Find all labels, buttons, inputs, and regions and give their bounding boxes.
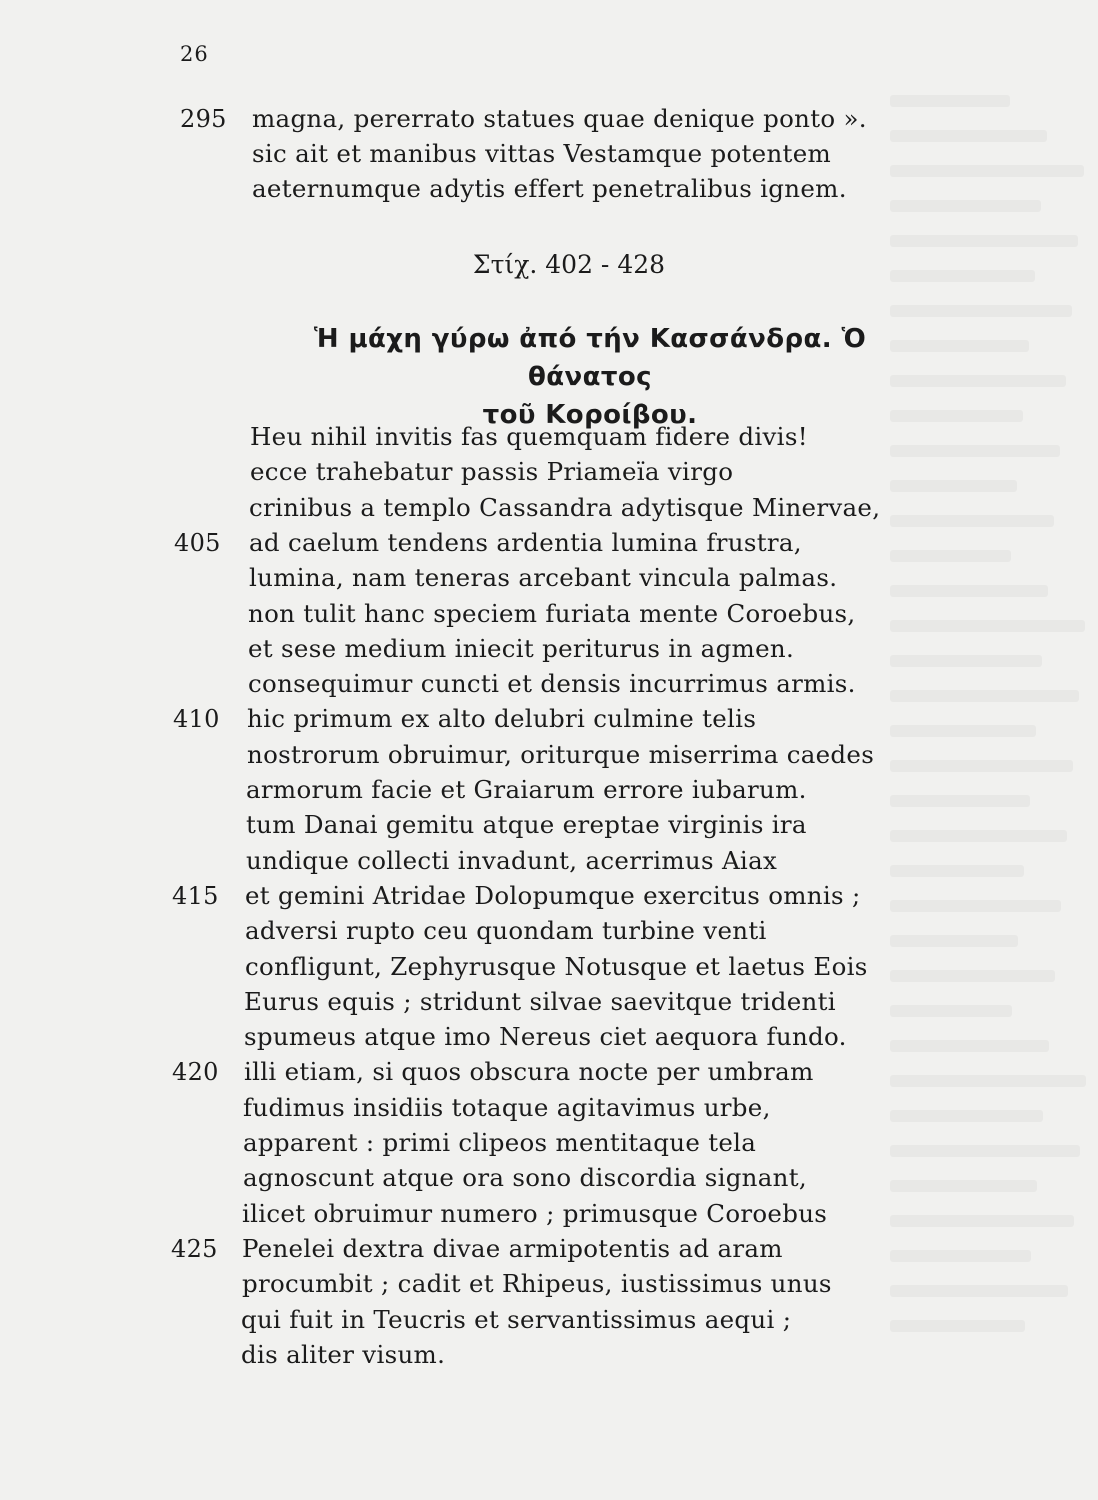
bleed-through-shadow <box>890 0 1098 1500</box>
bleed-through-line <box>890 865 1024 877</box>
bleed-through-line <box>890 1075 1086 1087</box>
bleed-through-line <box>890 1215 1074 1227</box>
bleed-through-line <box>890 760 1073 772</box>
verse-text: adversi rupto ceu quondam turbine venti <box>245 916 767 946</box>
verse-text: sic ait et manibus vittas Vestamque potentem <box>252 139 832 168</box>
bleed-through-line <box>890 935 1018 947</box>
bleed-through-line <box>890 795 1030 807</box>
verse-text: consequimur cuncti et densis incurrimus armis. <box>248 669 856 699</box>
bleed-through-line <box>890 165 1084 177</box>
verse-text: et sese medium iniecit periturus in agmen. <box>248 633 795 663</box>
section-heading-line-1: Ἡ μάχη γύρω ἀπό τήν Κασσάνδρα. Ὁ θάνατος <box>313 324 867 392</box>
verse-text: Heu nihil invitis fas quemquam fidere divis! <box>250 422 808 451</box>
verse-text: armorum facie et Graiarum errore iubarum. <box>246 775 807 804</box>
bleed-through-line <box>890 970 1055 982</box>
verse-number: 425 <box>171 1234 218 1263</box>
section-heading <box>250 320 930 434</box>
section-line-range: Στίχ. 402 - 428 <box>472 250 666 279</box>
verse-text: Eurus equis ; stridunt silvae saevitque tridenti <box>244 986 836 1016</box>
bleed-through-line <box>890 900 1061 912</box>
bleed-through-line <box>890 620 1085 632</box>
verse-text: ad caelum tendens ardentia lumina frustra, <box>249 527 802 557</box>
verse-text: et gemini Atridae Dolopumque exercitus omnis ; <box>245 880 861 910</box>
bleed-through-line <box>890 235 1078 247</box>
bleed-through-line <box>890 1250 1031 1262</box>
bleed-through-line <box>890 1320 1025 1332</box>
verse-text: Penelei dextra divae armipotentis ad aram <box>242 1233 783 1263</box>
verse-text: agnoscunt atque ora sono discordia signant, <box>243 1163 807 1193</box>
page-number: 26 <box>180 42 209 66</box>
verse-text: magna, pererrato statues quae denique ponto ». <box>252 104 867 133</box>
bleed-through-line <box>890 725 1036 737</box>
bleed-through-line <box>890 585 1048 597</box>
bleed-through-line <box>890 1285 1068 1297</box>
verse-text: hic primum ex alto delubri culmine telis <box>247 704 757 734</box>
verse-text: lumina, nam teneras arcebant vincula palmas. <box>249 563 838 593</box>
section-heading-line-2: τοῦ Κοροίβου. <box>482 400 698 430</box>
verse-text: qui fuit in Teucris et servantissimus aequi ; <box>241 1304 792 1334</box>
verse-text: confligunt, Zephyrusque Notusque et laetus Eois <box>245 951 868 981</box>
verse-number: 420 <box>172 1058 219 1087</box>
bleed-through-line <box>890 1040 1049 1052</box>
bleed-through-line <box>890 655 1042 667</box>
verse-text: tum Danai gemitu atque ereptae virginis ira <box>246 810 807 840</box>
bleed-through-line <box>890 200 1041 212</box>
verse-text: crinibus a templo Cassandra adytisque Minervae, <box>249 492 881 522</box>
bleed-through-line <box>890 305 1072 317</box>
bleed-through-line <box>890 515 1054 527</box>
bleed-through-line <box>890 690 1079 702</box>
verse-text: procumbit ; cadit et Rhipeus, iustissimus unus <box>242 1269 832 1299</box>
verse-text: spumeus atque imo Nereus ciet aequora fundo. <box>244 1022 847 1052</box>
bleed-through-line <box>890 95 1010 107</box>
verse-number: 410 <box>173 705 220 734</box>
verse-text: dis aliter visum. <box>241 1339 446 1369</box>
bleed-through-line <box>890 830 1067 842</box>
bleed-through-line <box>890 1110 1043 1122</box>
verse-number: 295 <box>180 105 227 133</box>
bleed-through-line <box>890 1145 1080 1157</box>
verse-text: undique collecti invadunt, acerrimus Aiax <box>246 845 778 875</box>
bleed-through-line <box>890 480 1017 492</box>
verse-number: 405 <box>174 528 221 557</box>
bleed-through-line <box>890 130 1047 142</box>
verse-text: non tulit hanc speciem furiata mente Coroebus, <box>248 598 856 628</box>
bleed-through-line <box>890 1005 1012 1017</box>
bleed-through-line <box>890 1180 1037 1192</box>
verse-text: nostrorum obruimur, oriturque miserrima caedes <box>247 739 875 769</box>
verse-text: apparent : primi clipeos mentitaque tela <box>243 1128 757 1157</box>
verse-text: ilicet obruimur numero ; primusque Coroebus <box>242 1198 828 1228</box>
verse-text: fudimus insidiis totaque agitavimus urbe, <box>243 1092 771 1122</box>
bleed-through-line <box>890 550 1011 562</box>
verse-text: ecce trahebatur passis Priameïa virgo <box>250 457 734 487</box>
bleed-through-line <box>890 445 1060 457</box>
verse-text: aeternumque adytis effert penetralibus ignem. <box>252 174 847 203</box>
verse-number: 415 <box>172 881 219 910</box>
verse-text: illi etiam, si quos obscura nocte per umbram <box>244 1057 814 1087</box>
